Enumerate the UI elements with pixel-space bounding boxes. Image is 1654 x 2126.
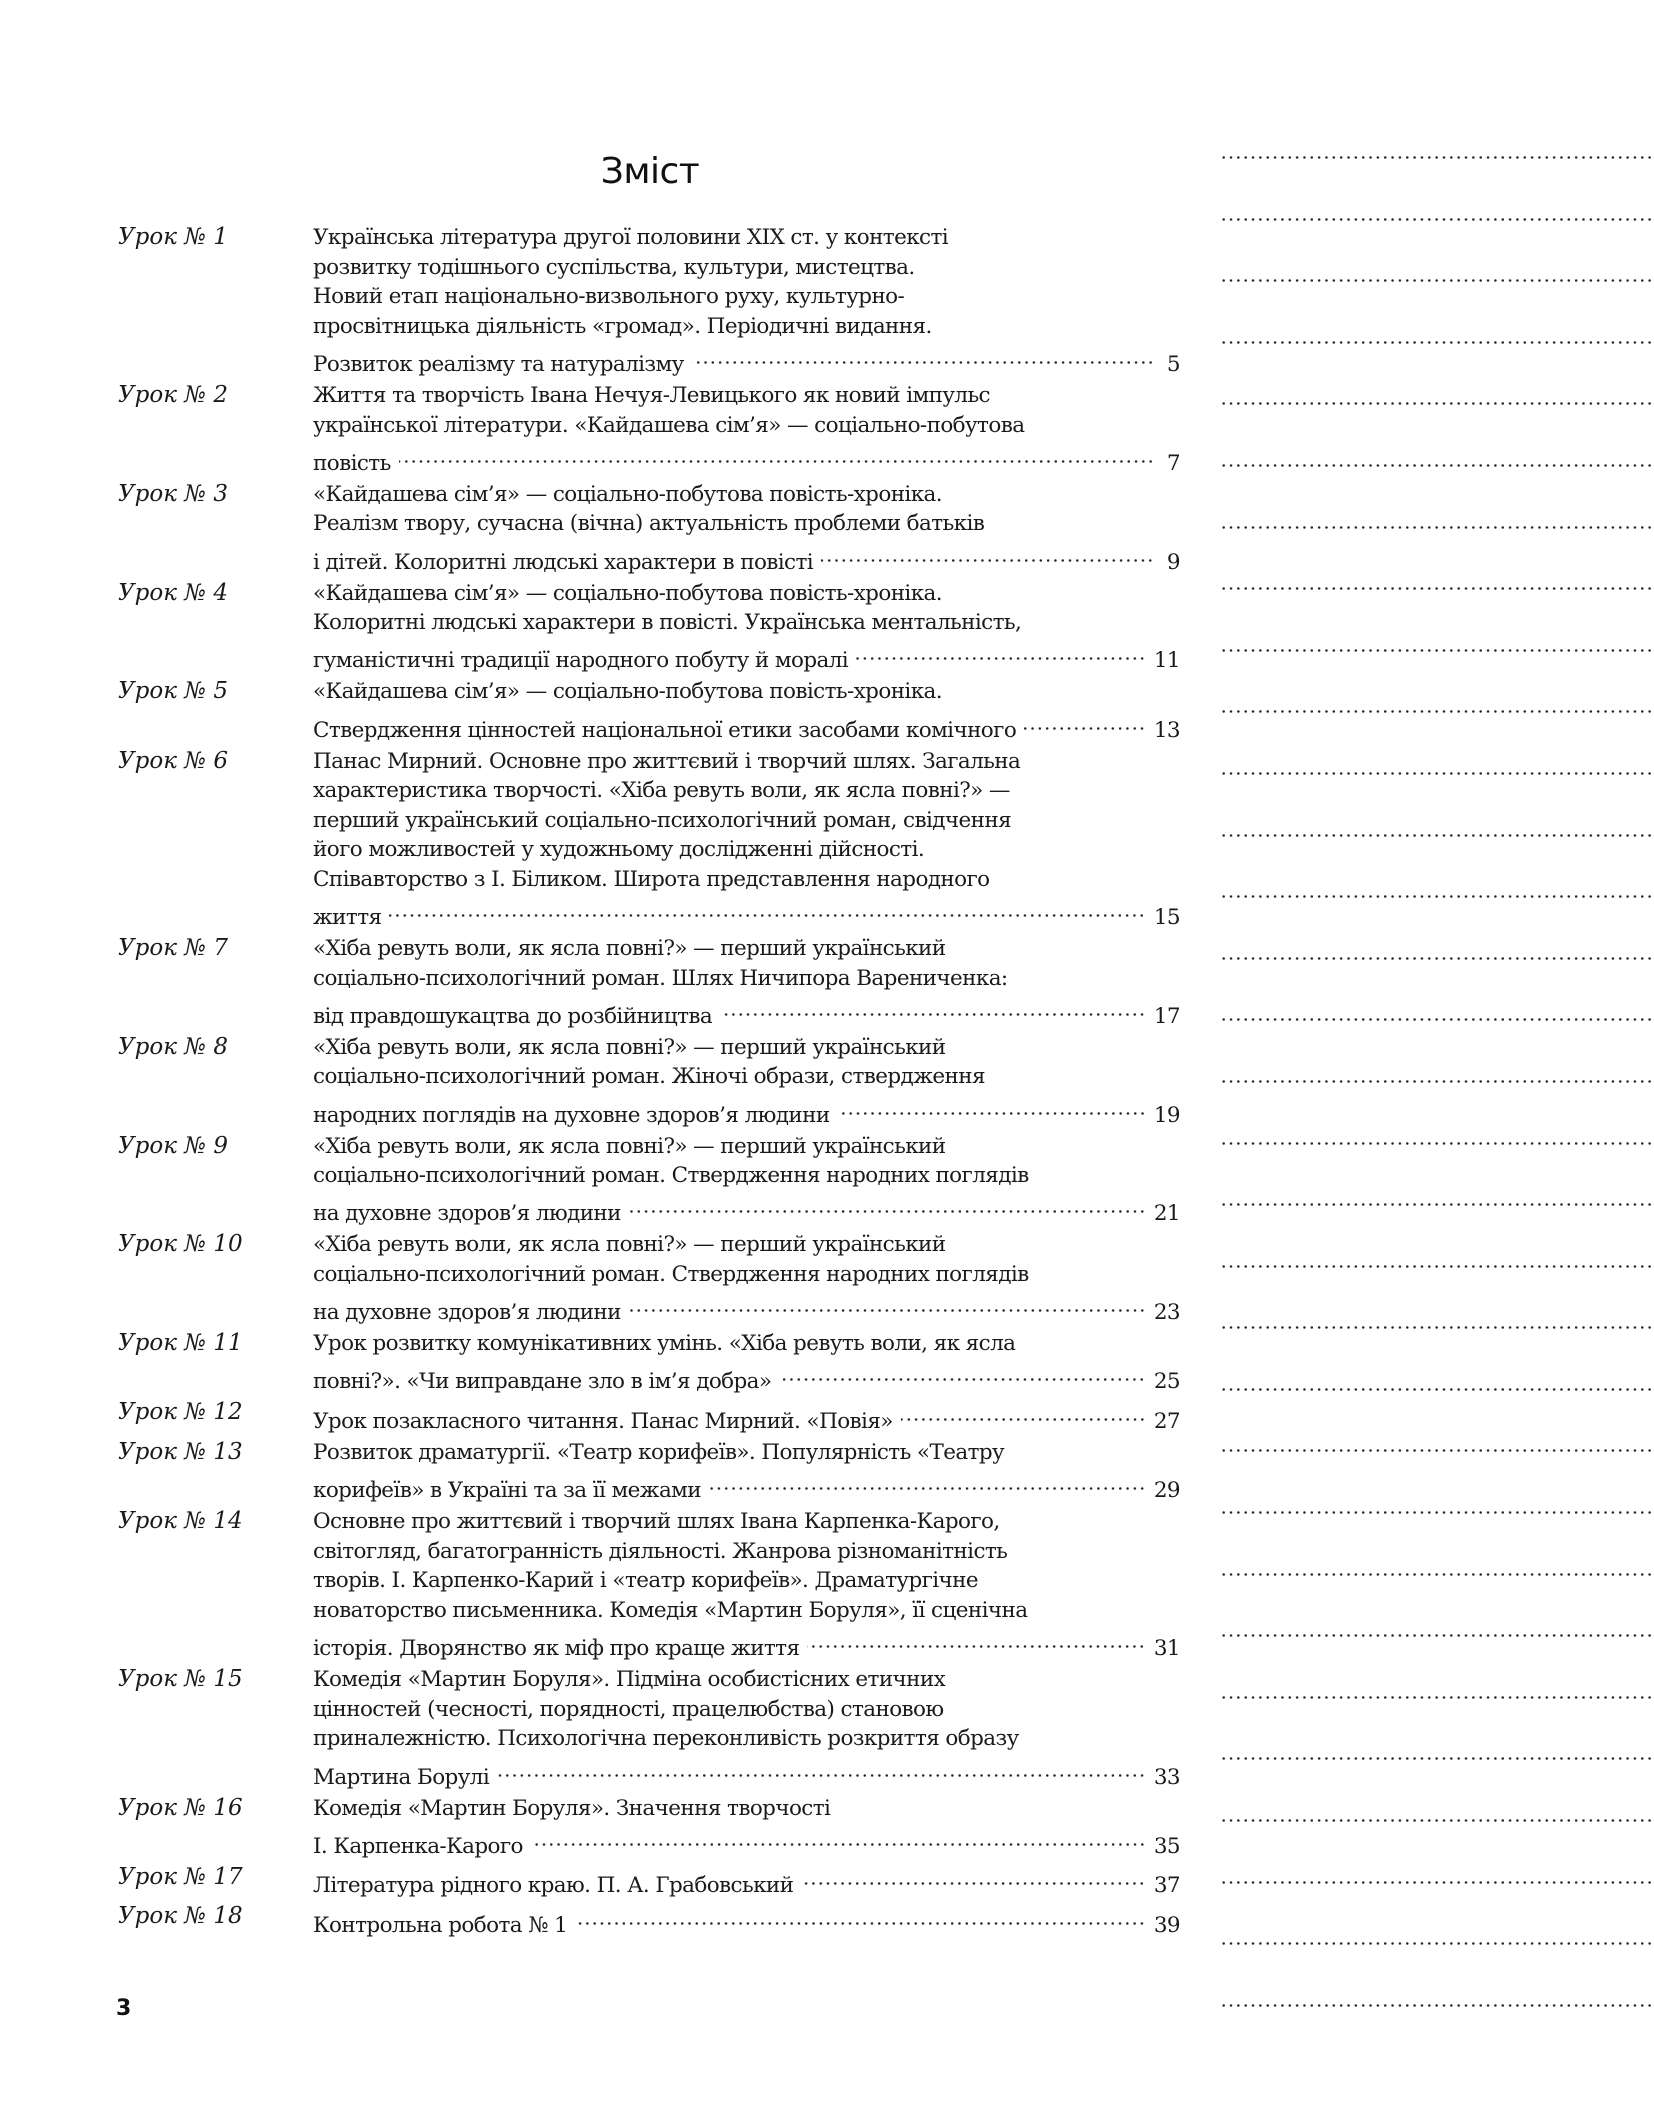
dotted-note-line [1220, 649, 1654, 711]
lesson-title-line: соціально-психологічний роман. Ствердження народних поглядів [313, 1163, 1029, 1189]
dot-leader [821, 539, 1154, 569]
lesson-title [313, 747, 1180, 931]
dotted-note-line [1220, 895, 1654, 957]
lesson-title-last-line [313, 1902, 1180, 1938]
lesson-title [313, 223, 1180, 377]
lesson-title-last-line [313, 1863, 1180, 1899]
dotted-note-line [1220, 279, 1654, 341]
dot-leader [389, 894, 1145, 924]
toc-entry[interactable] [118, 1329, 1180, 1395]
lesson-title-line: новаторство письменника. Комедія «Мартин Боруля», її сценічна [313, 1597, 1028, 1623]
page-ref[interactable]: 15 [1153, 905, 1180, 931]
lesson-title-line: повість [313, 450, 391, 476]
lesson-title-line: соціально-психологічний роман. Ствердження народних поглядів [313, 1262, 1029, 1287]
lesson-label: Урок № 17 [118, 1863, 243, 1890]
lesson-label: Урок № 1 [118, 224, 228, 250]
lesson-title-line: перший український соціально-психологічний роман, свідчення [313, 807, 1012, 833]
lesson-title-line: «Хіба ревуть воли, як ясла повні?» — перший український [313, 1232, 946, 1258]
dot-leader [1024, 707, 1146, 737]
dotted-note-line [1220, 1203, 1654, 1265]
lesson-label: Урок № 9 [118, 1132, 228, 1159]
lesson-label: Урок № 18 [118, 1903, 243, 1930]
lesson-title-last-line [313, 1092, 1180, 1128]
lesson-title-line: соціально-психологічний роман. Жіночі образи, ствердження [313, 1064, 985, 1090]
toc-entry[interactable] [118, 1230, 1180, 1326]
lesson-label: Урок № 4 [118, 579, 228, 606]
toc-entry[interactable] [118, 1507, 1180, 1662]
lesson-title-line: соціально-психологічний роман. Шлях Ничипора Варениченка: [313, 965, 1008, 991]
lesson-title-line: історія. Дворянство як міф про краще життя [313, 1636, 800, 1662]
lesson-title-line: української літератури. «Кайдашева сім’я» — соціально-побутова [313, 412, 1025, 438]
lesson-title-last-line [313, 1290, 1180, 1326]
dot-leader [801, 1863, 1145, 1893]
toc-entry[interactable] [118, 1033, 1180, 1128]
lesson-title-line: Розвиток драматургії. «Театр корифеїв». Популярність «Театру [313, 1439, 1005, 1465]
dotted-note-line [1220, 1142, 1654, 1204]
lesson-title-line: Співавторство з І. Біликом. Широта представлення народного [313, 866, 990, 892]
dotted-note-line [1220, 2004, 1654, 2066]
dot-leader [779, 1359, 1145, 1389]
toc-entry[interactable] [118, 1438, 1180, 1504]
lesson-title-line: Ствердження цінностей національної етики засобами комічного [313, 717, 1017, 743]
lesson-title [313, 677, 1180, 743]
dotted-note-line [1220, 1819, 1654, 1881]
page-ref[interactable]: 31 [1153, 1636, 1180, 1662]
lesson-title-line: життя [313, 905, 382, 931]
dotted-note-line [1220, 834, 1654, 896]
lesson-title-line: корифеїв» в Україні та за її межами [313, 1478, 702, 1504]
dotted-note-line [1220, 218, 1654, 280]
dot-leader [838, 1092, 1146, 1122]
lesson-title-line: народних поглядів на духовне здоров’я людини [313, 1102, 830, 1128]
dot-leader [856, 638, 1146, 668]
page-ref[interactable]: 29 [1153, 1478, 1180, 1504]
lesson-title-line: повні?». «Чи виправдане зло в ім’я добра» [313, 1369, 772, 1395]
page-ref[interactable]: 17 [1153, 1003, 1180, 1029]
dot-leader [692, 341, 1154, 371]
lesson-title-line: Реалізм твору, сучасна (вічна) актуальність проблеми батьків [313, 511, 985, 537]
lesson-title-line: просвітницька діяльність «громад». Періодичні видання. [313, 313, 932, 339]
lesson-title-last-line [313, 539, 1180, 575]
dot-leader [807, 1626, 1145, 1656]
page-ref[interactable]: 13 [1153, 717, 1180, 743]
lesson-title-last-line [313, 440, 1180, 476]
toc-entry[interactable] [118, 381, 1180, 476]
page-ref[interactable]: 27 [1153, 1408, 1180, 1434]
page-ref[interactable]: 23 [1153, 1300, 1180, 1326]
lesson-title [313, 1230, 1180, 1326]
toc-entry[interactable] [118, 934, 1180, 1029]
lesson-title-line: Новий етап національно-визвольного руху, культурно- [313, 284, 905, 310]
lesson-title-last-line [313, 1823, 1180, 1859]
dot-leader [497, 1754, 1146, 1784]
lesson-title [313, 1033, 1180, 1128]
lesson-title-line: цінностей (чесності, порядності, працелюбства) становою [313, 1696, 944, 1722]
dot-leader [629, 1290, 1146, 1320]
page-ref[interactable]: 35 [1153, 1833, 1180, 1859]
lesson-label: Урок № 7 [118, 935, 228, 962]
page-ref[interactable]: 33 [1153, 1764, 1180, 1790]
lesson-label: Урок № 3 [118, 480, 228, 507]
lesson-title-last-line [313, 1398, 1180, 1434]
lesson-title-line: на духовне здоров’я людини [313, 1300, 621, 1326]
dotted-note-line [1220, 1449, 1654, 1511]
dotted-note-line [1220, 1757, 1654, 1819]
dotted-note-line [1220, 1942, 1654, 2004]
lesson-label: Урок № 12 [118, 1399, 243, 1426]
page-ref[interactable]: 25 [1153, 1369, 1180, 1395]
lesson-title-line: Мартина Борулі [313, 1764, 490, 1790]
dot-leader [629, 1191, 1146, 1221]
lesson-title-line: Література рідного краю. П. А. Грабовський [313, 1873, 794, 1899]
lesson-title [313, 934, 1180, 1029]
lesson-title-line: характеристика творчості. «Хіба ревуть воли, як ясла повні?» — [313, 778, 1010, 804]
dotted-note-line [1220, 1265, 1654, 1327]
lesson-title-line: на духовне здоров’я людини [313, 1201, 621, 1227]
lesson-title-line: Колоритні людські характери в повісті. Українська ментальність, [313, 610, 1022, 636]
lesson-title-last-line [313, 1359, 1180, 1395]
toc-entry[interactable] [118, 223, 1180, 377]
lesson-title [313, 579, 1180, 674]
lesson-title-last-line [313, 638, 1180, 674]
toc-entry[interactable] [118, 1863, 1180, 1899]
page-title: Зміст [600, 151, 700, 192]
lesson-title [313, 1132, 1180, 1227]
lesson-label: Урок № 11 [118, 1330, 243, 1357]
lesson-title [313, 1507, 1180, 1662]
lesson-title-line: гуманістичні традиції народного побуту й моралі [313, 648, 849, 674]
lesson-title-line: «Хіба ревуть воли, як ясла повні?» — перший український [313, 1034, 946, 1060]
dotted-note-line [1220, 1696, 1654, 1758]
dot-leader [399, 440, 1154, 470]
dot-leader [720, 993, 1146, 1023]
dot-leader [709, 1468, 1146, 1498]
toc-entry[interactable] [118, 677, 1180, 743]
lesson-title-line: розвитку тодішнього суспільства, культури, мистецтва. [313, 254, 915, 280]
dotted-note-line [1220, 1018, 1654, 1080]
lesson-label: Урок № 15 [118, 1666, 243, 1693]
dot-leader [531, 1823, 1146, 1853]
lesson-title-line: Основне про життєвий і творчий шлях Івана Карпенка-Карого, [313, 1509, 1000, 1535]
lesson-label: Урок № 5 [118, 678, 228, 705]
lesson-title [313, 480, 1180, 575]
lesson-title-line: світогляд, багатогранність діяльності. Жанрова різноманітність [313, 1538, 1008, 1564]
dotted-note-line [1220, 156, 1654, 218]
lesson-title-line: Панас Мирний. Основне про життєвий і творчий шлях. Загальна [313, 748, 1021, 774]
lesson-title-last-line [313, 1191, 1180, 1227]
dotted-note-line [1220, 464, 1654, 526]
lesson-title [313, 1398, 1180, 1434]
toc-entry[interactable] [118, 1794, 1180, 1859]
lesson-title-line: творів. І. Карпенко-Карий і «театр корифеїв». Драматургічне [313, 1568, 979, 1594]
dotted-note-line [1220, 1573, 1654, 1635]
page-ref[interactable]: 7 [1166, 450, 1180, 476]
dot-leader [575, 1902, 1146, 1932]
toc-entry[interactable] [118, 480, 1180, 575]
dot-leader [901, 1398, 1146, 1428]
dotted-note-line [1220, 1326, 1654, 1388]
lesson-title [313, 1329, 1180, 1395]
lesson-title-line: Розвиток реалізму та натуралізму [313, 351, 684, 377]
lesson-title [313, 1794, 1180, 1859]
table-of-contents [118, 223, 1180, 1942]
lesson-title-line: Урок розвитку комунікативних умінь. «Хіба ревуть воли, як ясла [313, 1331, 1016, 1357]
dotted-note-line [1220, 1634, 1654, 1696]
page-ref[interactable]: 5 [1166, 351, 1180, 377]
lesson-title [313, 381, 1180, 476]
lesson-title-last-line [313, 1468, 1180, 1504]
lesson-label: Урок № 16 [118, 1794, 243, 1821]
lesson-title [313, 1438, 1180, 1504]
dotted-note-line [1220, 1511, 1654, 1573]
dotted-note-line [1220, 710, 1654, 772]
lesson-title-line: Контрольна робота № 1 [313, 1912, 568, 1938]
lesson-title-line: «Кайдашева сім’я» — соціально-побутова повість-хроніка. [313, 580, 942, 606]
lesson-title-line: Життя та творчість Івана Нечуя-Левицького як новий імпульс [313, 382, 990, 408]
notes-column [1220, 156, 1654, 2065]
lesson-title-line: «Кайдашева сім’я» — соціально-побутова повість-хроніка. [313, 481, 942, 507]
page-ref[interactable]: 21 [1153, 1201, 1180, 1227]
lesson-title-line: Комедія «Мартин Боруля». Значення творчості [313, 1795, 831, 1821]
dotted-note-line [1220, 1388, 1654, 1450]
lesson-title [313, 1665, 1180, 1790]
page-ref[interactable]: 39 [1153, 1912, 1180, 1938]
lesson-title-line: «Хіба ревуть воли, як ясла повні?» — перший український [313, 1133, 946, 1159]
toc-entry[interactable] [118, 1398, 1180, 1434]
page-ref[interactable]: 37 [1153, 1873, 1180, 1899]
toc-entry[interactable] [118, 1902, 1180, 1938]
page-ref[interactable]: 9 [1166, 549, 1180, 575]
lesson-title [313, 1902, 1180, 1938]
dotted-note-line [1220, 957, 1654, 1019]
lesson-title-line: «Хіба ревуть воли, як ясла повні?» — перший український [313, 936, 946, 962]
lesson-label: Урок № 10 [118, 1231, 243, 1258]
dotted-note-line [1220, 341, 1654, 403]
page-ref[interactable]: 19 [1153, 1102, 1180, 1128]
dotted-note-line [1220, 526, 1654, 588]
dotted-note-line [1220, 1080, 1654, 1142]
lesson-title-line: приналежністю. Психологічна переконливість розкриття образу [313, 1726, 1019, 1752]
lesson-title-last-line [313, 707, 1180, 743]
lesson-title [313, 1863, 1180, 1899]
lesson-title-last-line [313, 341, 1180, 377]
lesson-label: Урок № 14 [118, 1508, 243, 1535]
lesson-label: Урок № 2 [118, 381, 228, 408]
lesson-title-line: його можливостей у художньому дослідженні дійсності. [313, 837, 925, 863]
lesson-title-last-line [313, 1754, 1180, 1790]
toc-entry[interactable] [118, 1132, 1180, 1227]
lesson-title-line: Комедія «Мартин Боруля». Підміна особистісних етичних [313, 1667, 946, 1693]
toc-entry[interactable] [118, 1665, 1180, 1790]
dotted-note-line [1220, 587, 1654, 649]
lesson-label: Урок № 13 [118, 1438, 243, 1465]
lesson-title-line: і дітей. Колоритні людські характери в повісті [313, 549, 814, 575]
toc-entry[interactable] [118, 747, 1180, 931]
dotted-note-line [1220, 402, 1654, 464]
lesson-title-line: «Кайдашева сім’я» — соціально-побутова повість-хроніка. [313, 679, 942, 705]
dotted-note-line [1220, 1881, 1654, 1943]
lesson-title-last-line [313, 1626, 1180, 1662]
lesson-label: Урок № 6 [118, 747, 228, 774]
lesson-title-last-line [313, 993, 1180, 1029]
lesson-label: Урок № 8 [118, 1033, 228, 1060]
dotted-note-line [1220, 772, 1654, 834]
page-number: 3 [116, 1996, 132, 2021]
lesson-title-last-line [313, 894, 1180, 931]
lesson-title-line: від правдошукацтва до розбійництва [313, 1003, 713, 1029]
lesson-title-line: І. Карпенка-Карого [313, 1833, 523, 1859]
page-ref[interactable]: 11 [1153, 648, 1180, 674]
lesson-title-line: Українська література другої половини XIX ст. у контексті [313, 225, 949, 250]
lesson-title-line: Урок позакласного читання. Панас Мирний. «Повія» [313, 1408, 893, 1434]
toc-entry[interactable] [118, 579, 1180, 674]
